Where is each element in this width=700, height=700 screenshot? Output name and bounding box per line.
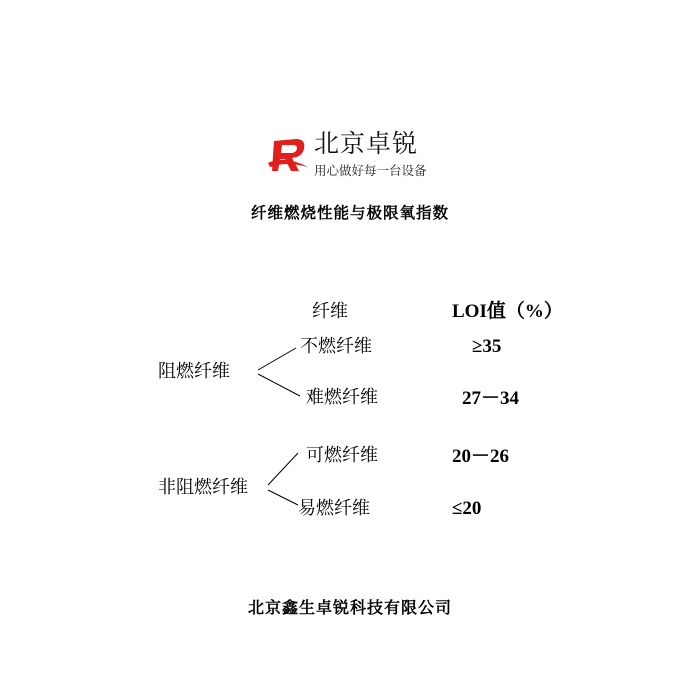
connector-flame-to-nonflammable [258,348,296,370]
loi-flammable: ≤20 [452,498,482,519]
loi-combustible: 20－26 [452,446,510,467]
fiber-hard-to-burn: 难燃纤维 [306,387,378,408]
loi-nonflammable: ≥35 [472,336,502,357]
fiber-combustible: 可燃纤维 [306,445,378,466]
header-loi: LOI值（%） [452,301,563,322]
fiber-flammable: 易燃纤维 [298,498,370,519]
company-name: 北京鑫生卓锐科技有限公司 [247,598,452,617]
header-fiber: 纤维 [312,301,348,322]
page-title: 纤维燃烧性能与极限氧指数 [250,203,449,222]
connector-flame-to-hard [258,374,300,396]
loi-hard-to-burn: 27－34 [462,388,520,409]
connector-nonflame-to-easy [268,490,298,505]
category-flame-retardant: 阻燃纤维 [158,361,230,382]
logo-slogan: 用心做好每一台设备 [314,163,427,178]
logo-name: 北京卓锐 [314,129,419,158]
connector-nonflame-to-combustible [268,453,298,485]
fiber-nonflammable: 不燃纤维 [300,336,372,357]
category-non-flame-retardant: 非阻燃纤维 [158,477,248,498]
